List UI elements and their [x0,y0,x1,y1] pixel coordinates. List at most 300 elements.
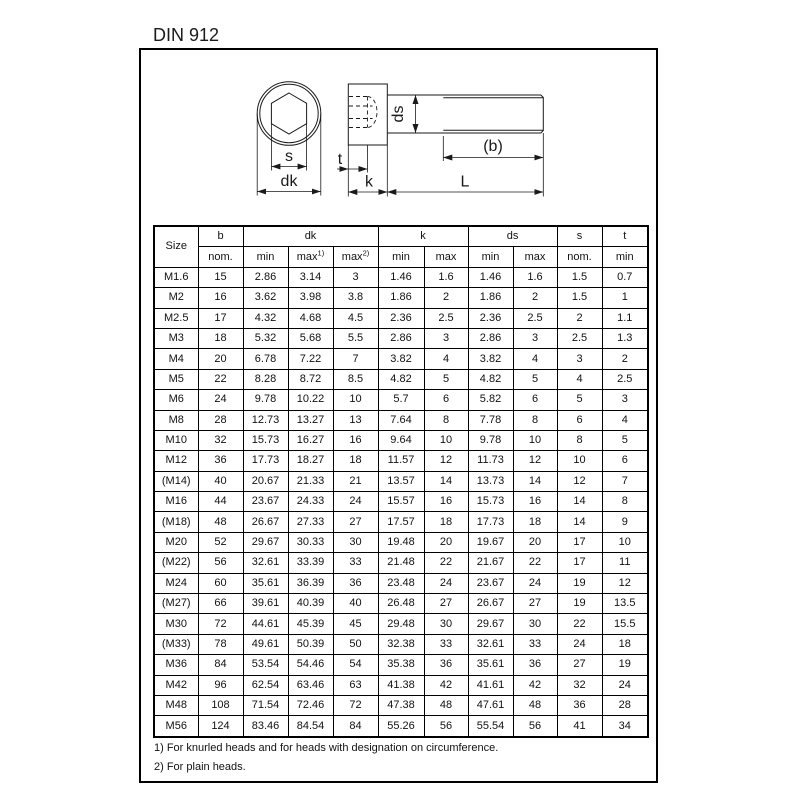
col-subheader-k-max: max [424,247,468,267]
table-row [154,349,648,369]
table-cell: 13.57 [378,471,424,491]
table-row [154,594,648,614]
table-cell: 84 [333,716,378,737]
table-cell: 30.33 [288,532,333,552]
table-cell: 18 [333,451,378,471]
table-cell: 36 [513,655,557,675]
table-cell: 36 [424,655,468,675]
table-cell: 8.28 [243,369,288,389]
table-cell: 13 [333,410,378,430]
table-cell: 8 [602,492,648,512]
table-cell: (M14) [154,471,198,491]
table-cell: 108 [198,695,243,715]
footnote-2: 2) For plain heads. [154,761,246,773]
table-cell: 4 [513,349,557,369]
table-cell: 4 [557,369,602,389]
table-cell: 56 [198,553,243,573]
table-cell: 20 [424,532,468,552]
table-cell: 24 [602,675,648,695]
table-cell: 14 [424,471,468,491]
table-cell: 18 [424,512,468,532]
table-cell: 5.32 [243,328,288,348]
table-row [154,410,648,430]
table-cell: 33.39 [288,553,333,573]
table-cell: 29.67 [243,532,288,552]
table-row [154,512,648,532]
table-cell: 17 [557,553,602,573]
table-cell: 52 [198,532,243,552]
dimension-table [153,225,649,738]
table-cell: 19.67 [468,532,513,552]
col-header-size: Size [154,226,198,267]
table-cell: 3 [333,267,378,287]
table-cell: 10 [424,430,468,450]
table-cell: 39.61 [243,594,288,614]
table-cell: 21 [333,471,378,491]
table-cell: 13.73 [468,471,513,491]
table-cell: 32 [198,430,243,450]
table-cell: 19.48 [378,532,424,552]
table-cell: 9.78 [243,390,288,410]
table-cell: (M18) [154,512,198,532]
table-cell: M8 [154,410,198,430]
table-cell: 5 [513,369,557,389]
table-cell: 16.27 [288,430,333,450]
table-row [154,288,648,308]
table-cell: 30 [513,614,557,634]
table-cell: 4.82 [378,369,424,389]
table-cell: 49.61 [243,634,288,654]
table-cell: 27 [557,655,602,675]
table-cell: 8.72 [288,369,333,389]
table-cell: 6 [602,451,648,471]
table-cell: 36 [198,451,243,471]
table-cell: 23.67 [468,573,513,593]
col-subheader-dk-max2: $\max^{2)}$ [333,247,378,267]
table-cell: M5 [154,369,198,389]
table-cell: 84.54 [288,716,333,737]
table-row [154,471,648,491]
table-cell: 19 [557,594,602,614]
col-subheader-b-nom: nom. [198,247,243,267]
table-cell: 4.5 [333,308,378,328]
table-cell: 83.46 [243,716,288,737]
table-row [154,369,648,389]
table-cell: 22 [557,614,602,634]
table-cell: 5 [602,430,648,450]
table-cell: 17 [198,308,243,328]
table-cell: 11.73 [468,451,513,471]
table-cell: 6 [513,390,557,410]
table-cell: M4 [154,349,198,369]
table-cell: 15 [198,267,243,287]
table-cell: 12 [557,471,602,491]
table-row [154,695,648,715]
table-cell: 2.36 [468,308,513,328]
table-cell: 5.68 [288,328,333,348]
table-cell: 7.78 [468,410,513,430]
table-cell: 41.38 [378,675,424,695]
table-cell: 16 [424,492,468,512]
table-cell: 2.5 [513,308,557,328]
table-cell: 50.39 [288,634,333,654]
table-cell: 7.64 [378,410,424,430]
table-cell: 21.33 [288,471,333,491]
table-cell: 4.82 [468,369,513,389]
table-cell: 23.48 [378,573,424,593]
table-row [154,675,648,695]
table-cell: 11 [602,553,648,573]
col-header-k: k [378,226,468,247]
table-cell: 45 [333,614,378,634]
table-cell: 42 [513,675,557,695]
table-cell: 11.57 [378,451,424,471]
table-cell: 29.67 [468,614,513,634]
table-cell: 15.73 [243,430,288,450]
col-subheader-dk-min: min [243,247,288,267]
table-cell: 3 [424,328,468,348]
table-cell: 53.54 [243,655,288,675]
table-cell: M20 [154,532,198,552]
table-cell: 4 [602,410,648,430]
page-title: DIN 912 [153,25,220,45]
table-cell: 27 [513,594,557,614]
table-cell: 9.78 [468,430,513,450]
table-cell: 8 [424,410,468,430]
table-cell: 36 [333,573,378,593]
table-cell: M24 [154,573,198,593]
table-cell: 17.73 [468,512,513,532]
table-cell: 4 [424,349,468,369]
table-cell: 12 [602,573,648,593]
table-row [154,532,648,552]
table-cell: 2 [557,308,602,328]
table-cell: 20 [198,349,243,369]
table-cell: 27 [333,512,378,532]
table-cell: M6 [154,390,198,410]
table-cell: 1.46 [468,267,513,287]
table-cell: 2 [424,288,468,308]
table-cell: M2.5 [154,308,198,328]
table-cell: 33 [513,634,557,654]
table-cell: 24 [557,634,602,654]
table-cell: 1.6 [513,267,557,287]
table-cell: 33 [333,553,378,573]
table-cell: 18 [513,512,557,532]
table-cell: 7 [602,471,648,491]
table-cell: 60 [198,573,243,593]
table-cell: 20.67 [243,471,288,491]
table-cell: 8.5 [333,369,378,389]
table-cell: 40 [333,594,378,614]
table-cell: 1 [602,288,648,308]
table-cell: 24 [513,573,557,593]
table-cell: 24.33 [288,492,333,512]
table-cell: 14 [557,492,602,512]
table-cell: M12 [154,451,198,471]
table-cell: 19 [557,573,602,593]
table-cell: 2.86 [468,328,513,348]
table-row [154,655,648,675]
table-cell: 3.98 [288,288,333,308]
table-cell: 10 [513,430,557,450]
table-cell: 1.6 [424,267,468,287]
table-cell: 14 [513,471,557,491]
table-cell: 8 [513,410,557,430]
col-subheader-ds-max: max [513,247,557,267]
table-cell: 21.67 [468,553,513,573]
table-cell: 23.67 [243,492,288,512]
table-cell: 0.7 [602,267,648,287]
table-cell: 28 [602,695,648,715]
dim-label-k: k [365,173,373,191]
table-cell: 18.27 [288,451,333,471]
dim-label-b: (b) [483,138,503,155]
table-cell: 21.48 [378,553,424,573]
table-cell: 10 [557,451,602,471]
table-cell: 55.54 [468,716,513,737]
table-cell: 40.39 [288,594,333,614]
table-row [154,430,648,450]
col-subheader-k-min: min [378,247,424,267]
table-cell: 10 [602,532,648,552]
table-cell: M56 [154,716,198,737]
table-cell: 9.64 [378,430,424,450]
table-cell: 16 [333,430,378,450]
table-body [154,267,648,736]
table-cell: 63.46 [288,675,333,695]
footnotes [154,739,498,777]
table-cell: 54.46 [288,655,333,675]
table-cell: M3 [154,328,198,348]
table-cell: 4.68 [288,308,333,328]
col-header-s: s [557,226,602,247]
table-cell: 6 [424,390,468,410]
table-cell: 18 [198,328,243,348]
table-cell: M48 [154,695,198,715]
col-subheader-s-nom: nom. [557,247,602,267]
table-cell: 28 [198,410,243,430]
col-subheader-ds-min: min [468,247,513,267]
dim-label-t: t [337,151,343,168]
table-cell: 3.82 [468,349,513,369]
table-cell: 3 [513,328,557,348]
table-cell: 40 [198,471,243,491]
footnote-1: 1) For knurled heads and for heads with designation on circumference. [154,742,499,754]
table-cell: 20 [513,532,557,552]
table-cell: 62.54 [243,675,288,695]
col-header-t: t [602,226,648,247]
table-cell: 13.27 [288,410,333,430]
table-row [154,267,648,287]
table-cell: (M33) [154,634,198,654]
table-cell: 1.46 [378,267,424,287]
table-row [154,573,648,593]
table-cell: 10 [333,390,378,410]
table-cell: 2.5 [602,369,648,389]
table-cell: 26.67 [468,594,513,614]
table-cell: 72.46 [288,695,333,715]
table-cell: 78 [198,634,243,654]
table-cell: 3 [557,349,602,369]
table-cell: 36 [557,695,602,715]
col-header-dk: dk [243,226,378,247]
table-cell: 44 [198,492,243,512]
col-subheader-t-min: min [602,247,648,267]
table-cell: 42 [424,675,468,695]
table-cell: 1.3 [602,328,648,348]
table-cell: 72 [198,614,243,634]
table-cell: 36.39 [288,573,333,593]
table-cell: 55.26 [378,716,424,737]
table-cell: 84 [198,655,243,675]
dim-label-ds: ds [390,105,407,123]
table-cell: 10.22 [288,390,333,410]
table-cell: 2.86 [378,328,424,348]
table-cell: 24 [424,573,468,593]
table-cell: 17 [557,532,602,552]
table-cell: 3.8 [333,288,378,308]
table-cell: 48 [513,695,557,715]
table-cell: 35.61 [243,573,288,593]
table-cell: 22 [198,369,243,389]
table-cell: 27.33 [288,512,333,532]
table-cell: 35.61 [468,655,513,675]
table-cell: 54 [333,655,378,675]
table-cell: 17.57 [378,512,424,532]
table-cell: 14 [557,512,602,532]
table-cell: 15.73 [468,492,513,512]
table-cell: 22 [513,553,557,573]
table-cell: 34 [602,716,648,737]
table-header [154,226,648,267]
col-header-b: b [198,226,243,247]
table-cell: M1.6 [154,267,198,287]
table-cell: 19 [602,655,648,675]
table-cell: 12 [424,451,468,471]
table-cell: 63 [333,675,378,695]
table-cell: 18 [602,634,648,654]
table-cell: M10 [154,430,198,450]
table-cell: 22 [424,553,468,573]
table-cell: 3.14 [288,267,333,287]
table-cell: 30 [333,532,378,552]
table-cell: 41 [557,716,602,737]
table-cell: 2.86 [243,267,288,287]
table-cell: 17.73 [243,451,288,471]
table-cell: 32.61 [243,553,288,573]
col-header-ds: ds [468,226,557,247]
table-row [154,614,648,634]
table-row [154,553,648,573]
table-cell: 12.73 [243,410,288,430]
table-cell: 30 [424,614,468,634]
table-cell: 45.39 [288,614,333,634]
table-cell: 32.61 [468,634,513,654]
table-cell: 72 [333,695,378,715]
table-cell: 26.67 [243,512,288,532]
table-cell: 15.57 [378,492,424,512]
table-cell: 41.61 [468,675,513,695]
table-cell: M16 [154,492,198,512]
table-cell: 5.7 [378,390,424,410]
table-cell: 4.32 [243,308,288,328]
table-cell: 2 [602,349,648,369]
table-cell: 1.1 [602,308,648,328]
table-cell: 24 [198,390,243,410]
table-cell: 2 [513,288,557,308]
dim-label-s: s [285,148,293,165]
table-cell: 56 [513,716,557,737]
table-cell: 32.38 [378,634,424,654]
dim-label-dk: dk [280,173,298,190]
table-cell: 5.5 [333,328,378,348]
table-cell: (M27) [154,594,198,614]
table-cell: 1.86 [378,288,424,308]
table-cell: 3 [602,390,648,410]
table-cell: 2.36 [378,308,424,328]
table-cell: 16 [513,492,557,512]
table-cell: 56 [424,716,468,737]
table-cell: 124 [198,716,243,737]
table-row [154,634,648,654]
table-cell: 3.62 [243,288,288,308]
table-cell: 48 [198,512,243,532]
table-cell: 5 [424,369,468,389]
table-cell: 26.48 [378,594,424,614]
table-cell: 32 [557,675,602,695]
table-cell: 5.82 [468,390,513,410]
table-cell: 5 [557,390,602,410]
table-cell: 47.61 [468,695,513,715]
col-subheader-dk-max1: $\max^{1)}$ [288,247,333,267]
table-cell: 9 [602,512,648,532]
table-cell: 96 [198,675,243,695]
table-row [154,328,648,348]
table-row [154,492,648,512]
table-cell: 24 [333,492,378,512]
table-cell: 44.61 [243,614,288,634]
table-row [154,308,648,328]
table-row [154,451,648,471]
table-cell: 35.38 [378,655,424,675]
table-cell: 1.5 [557,267,602,287]
table-cell: M2 [154,288,198,308]
table-cell: 50 [333,634,378,654]
table-row [154,716,648,737]
table-cell: M30 [154,614,198,634]
table-cell: 12 [513,451,557,471]
table-cell: 71.54 [243,695,288,715]
table-cell: 15.5 [602,614,648,634]
table-cell: 6.78 [243,349,288,369]
table-row [154,390,648,410]
table-cell: 47.38 [378,695,424,715]
table-cell: 1.5 [557,288,602,308]
table-cell: 6 [557,410,602,430]
table-cell: 66 [198,594,243,614]
table-cell: 48 [424,695,468,715]
table-cell: 1.86 [468,288,513,308]
table-cell: 2.5 [557,328,602,348]
table-cell: 3.82 [378,349,424,369]
table-cell: M36 [154,655,198,675]
table-cell: 7 [333,349,378,369]
table-cell: 8 [557,430,602,450]
table-cell: 13.5 [602,594,648,614]
table-cell: 29.48 [378,614,424,634]
table-cell: 7.22 [288,349,333,369]
